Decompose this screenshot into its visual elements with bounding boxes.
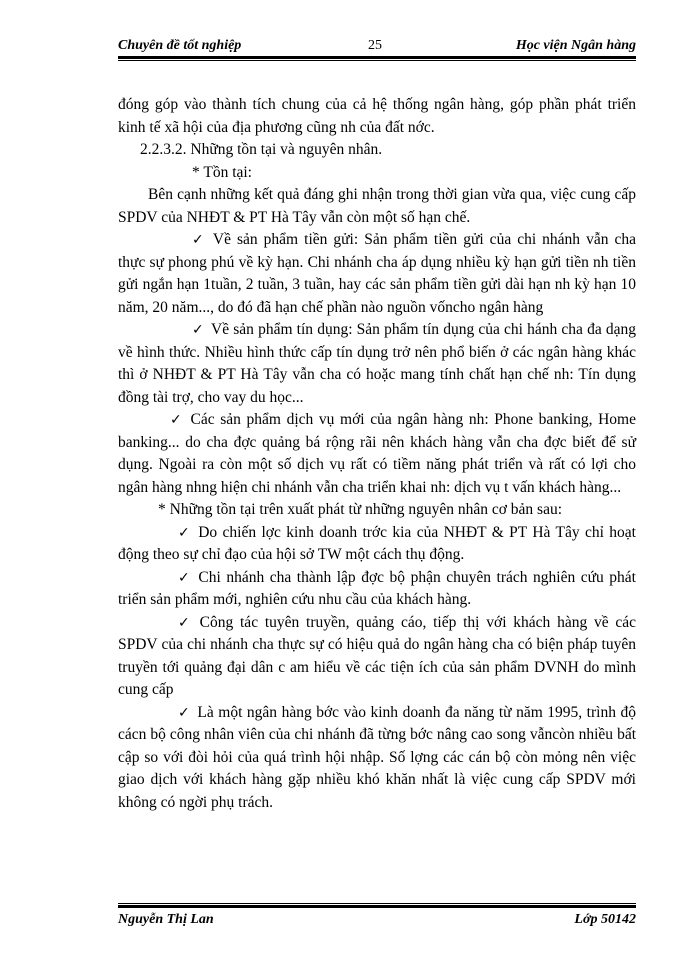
footer-rule xyxy=(118,903,636,908)
check-icon: ✓ xyxy=(178,569,192,586)
footer-author: Nguyễn Thị Lan xyxy=(118,912,214,927)
list-item-text: Chi nhánh cha thành lập đợc bộ phận chuyên trách nghiên cứu phát triển sản phẩm mới, nghiên cứu nhu cầu của khách hàng. xyxy=(118,568,636,608)
list-item-text: Về sản phẩm tiền gửi: Sản phẩm tiền gửi của chi nhánh vẫn cha thực sự phong phú về kỳ hạn. Chi nhánh cha áp dụng nhiều kỳ hạn gửi tiền nh tiền gửi ngắn hạn 1tuần, 2 tuần, 3 tuần, hay các sản phẩm tiền gửi dài hạn nh kỳ hạn 10 năm, 20 năm..., do đó đã hạn chế phần nào nguồn vốncho ngân hàng xyxy=(118,231,637,316)
header-rule xyxy=(118,56,636,61)
check-icon: ✓ xyxy=(178,704,191,721)
page-number: 25 xyxy=(368,38,382,53)
section-heading: 2.2.3.2. Những tồn tại và nguyên nhân. xyxy=(140,141,383,158)
subheading: * Những tồn tại trên xuất phát từ những nguyên nhân cơ bản sau: xyxy=(158,501,563,518)
check-icon: ✓ xyxy=(192,322,205,338)
list-item-text: Do chiến lợc kinh doanh trớc kia của NHĐT & PT Hà Tây chỉ hoạt động theo sự chỉ đạo của hội sở TW một cách thụ động. xyxy=(118,523,636,563)
list-item-text: Về sản phẩm tín dụng: Sản phẩm tín dụng của chi hánh cha đa dạng về hình thức. Nhiều hình thức cấp tín dụng trở nên phổ biến ở các ngân hàng khác thì ở NHĐT & PT Hà Tây vẫn cha có hoặc mang tính chất hạn chế nh: Tín dụng đồng tài trợ, cho vay du học... xyxy=(118,321,637,406)
list-item xyxy=(118,319,636,409)
header-doc-type: Chuyên đề tốt nghiệp xyxy=(118,38,242,53)
check-icon: ✓ xyxy=(178,524,192,541)
list-item xyxy=(118,612,636,702)
list-item xyxy=(118,702,636,815)
check-icon: ✓ xyxy=(170,412,184,428)
list-item xyxy=(118,229,636,319)
check-icon: ✓ xyxy=(178,614,193,631)
list-item-text: Là một ngân hàng bớc vào kinh doanh đa năng từ năm 1995, trình độ cácn bộ công nhân viên của chi nhánh đã từng bớc nâng cao song vẫncòn nhiều bất cập so với đòi hỏi của quá trình hội nhập. Số lợng các cán bộ còn mỏng nên việc giao dịch với khách hàng gặp nhiều khó khăn nhất là việc cung cấp SPDV mới không có ngời phụ trách. xyxy=(118,703,636,811)
list-item xyxy=(118,567,636,612)
paragraph: đóng góp vào thành tích chung của cả hệ thống ngân hàng, góp phần phát triển kinh tế xã hội của địa phương cũng nh của đất nớc. xyxy=(118,96,636,136)
list-item-text: Công tác tuyên truyền, quảng cáo, tiếp thị với khách hàng về các SPDV của chi nhánh cha thực sự có hiệu quả do ngân hàng cha có biện pháp tuyên truyền tới quảng đại dân c am hiểu về các tiện ích của sản phẩm DVNH do mình cung cấp xyxy=(118,613,637,698)
list-item xyxy=(118,409,636,499)
list-item xyxy=(118,522,636,567)
page-footer xyxy=(118,912,636,934)
header-institution: Học viện Ngân hàng xyxy=(515,38,636,53)
paragraph: Bên cạnh những kết quả đáng ghi nhận trong thời gian vừa qua, việc cung cấp SPDV của NHĐT & PT Hà Tây vẫn còn một số hạn chế. xyxy=(118,186,636,226)
list-item-text: Các sản phẩm dịch vụ mới của ngân hàng nh: Phone banking, Home banking... do cha đợc quảng bá rộng rãi nên khách hàng vẫn cha đợc biết để sử dụng. Ngoài ra còn một số dịch vụ rất có tiềm năng phát triển và rất có lợi cho ngân hàng nhng hiện chi nhánh vẫn cha triển khai nh: dịch vụ t vấn khách hàng... xyxy=(118,411,636,496)
document-body xyxy=(118,94,636,814)
check-icon: ✓ xyxy=(192,232,206,248)
footer-class: Lớp 50142 xyxy=(574,912,636,927)
subheading: * Tồn tại: xyxy=(192,163,252,181)
